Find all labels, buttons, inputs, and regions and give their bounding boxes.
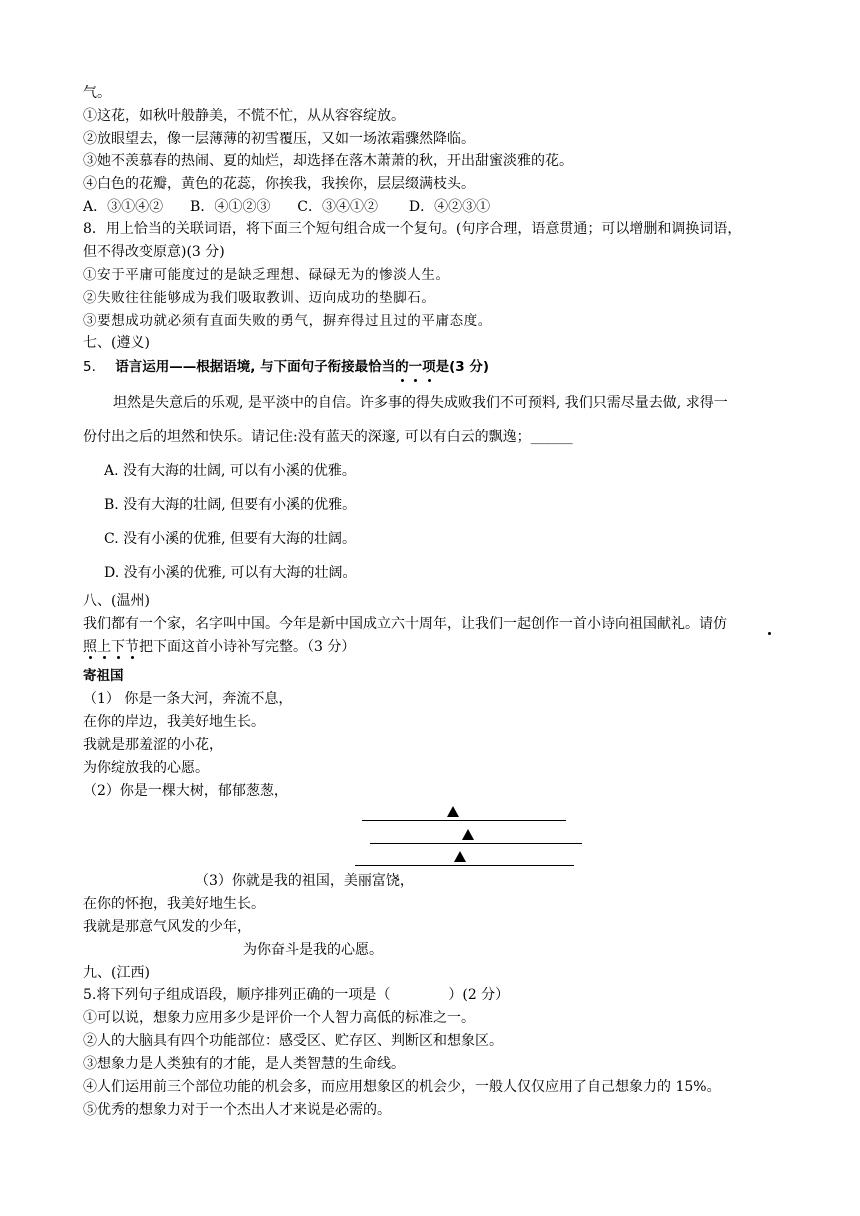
emphasis-dot — [103, 656, 106, 659]
instruction-line-1 — [83, 615, 727, 633]
emphasis-dot — [401, 379, 404, 382]
instruction-text: 我们都有一个家，名字叫中国。今年是新中国成立六十周年，让我们一起创作一首小诗向祖国献礼。请 — [83, 616, 713, 632]
option-a: A．③①④② — [83, 199, 164, 215]
poem-line: 在你的怀抱，我美好地生长。 — [83, 896, 265, 912]
answer-options — [83, 198, 490, 216]
question-text: 5.将下列句子组成语段，顺序排列正确的一项是（ — [83, 987, 391, 1003]
sentence-4: ④白色的花瓣，黄色的花蕊，你挨我，我挨你，层层缀满枝头。 — [83, 176, 475, 192]
blank-line[interactable] — [362, 820, 566, 821]
emphasis-text: 照上下节 — [83, 639, 139, 655]
blank-marker — [447, 806, 459, 817]
short-sentence-3: ③要想成功就必须有直面失败的勇气，摒弃得过且过的平庸态度。 — [83, 313, 492, 329]
short-sentence-1: ①安于平庸可能度过的是缺乏理想、碌碌无为的惨淡人生。 — [83, 267, 450, 283]
emphasis-dot — [768, 632, 771, 635]
sentence-5: ⑤优秀的想象力对于一个杰出人才来说是必需的。 — [83, 1102, 391, 1118]
option-d: D. 没有小溪的优雅, 可以有大海的壮阔。 — [104, 565, 357, 581]
blank-marker — [462, 829, 474, 840]
blank-line[interactable] — [355, 865, 574, 866]
short-sentence-2: ②失败往往能够成为我们吸取教训、迈向成功的垫脚石。 — [83, 290, 436, 306]
emphasis-dot — [117, 656, 120, 659]
instruction-text: 把下面这首小诗补写完整。（3 分） — [139, 639, 356, 655]
text-line: 气。 — [83, 85, 111, 101]
question-8-line-2: 但不得改变原意)(3 分) — [83, 244, 225, 260]
sentence-4: ④人们运用前三个部位功能的机会多，而应用想象区的机会少，一般人仅仅应用了自己想象力的 15%。 — [83, 1079, 721, 1095]
poem-title: 寄祖国 — [83, 668, 124, 684]
option-c: C. 没有小溪的优雅, 但要有大海的壮阔。 — [104, 531, 357, 547]
question-text-end: ）(2 分） — [448, 987, 510, 1003]
poem-line: （1） 你是一条大河，奔流不息， — [83, 691, 293, 707]
poem-line: （2）你是一棵大树，郁郁葱葱， — [83, 783, 288, 799]
blank-line[interactable] — [370, 843, 582, 844]
option-d: D．④②③① — [408, 199, 491, 215]
option-c: C．③④①② — [297, 199, 378, 215]
instruction-line-2 — [83, 638, 355, 656]
section-heading-9: 九、(江西) — [83, 965, 150, 981]
sentence-1: ①可以说，想象力应用多少是评价一个人智力高低的标准之一。 — [83, 1010, 475, 1026]
emphasis-dot — [131, 656, 134, 659]
question-8-line-1: 8．用上恰当的关联词语，将下面三个短句组合成一个复句。(句序合理，语意贯通；可以增删和调换词语， — [83, 221, 742, 237]
emphasis-text: 最恰当 — [354, 359, 396, 375]
poem-line: 为你奋斗是我的心愿。 — [243, 942, 383, 958]
poem-line: 为你绽放我的心愿。 — [83, 760, 209, 776]
emphasis-dot — [428, 379, 431, 382]
sentence-1: ①这花，如秋叶般静美，不慌不忙，从从容容绽放。 — [83, 108, 405, 124]
passage-line-1: 坦然是失意后的乐观, 是平淡中的自信。许多事的得失成败我们不可预料, 我们只需尽量去做, 求得一 — [113, 395, 728, 411]
emphasis-dot — [414, 379, 417, 382]
question-number: 5. — [83, 359, 96, 375]
emphasis-dot — [89, 656, 92, 659]
poem-line: （3）你就是我的祖国，美丽富饶， — [195, 873, 414, 889]
sentence-2: ②人的大脑具有四个功能部位：感受区、贮存区、判断区和想象区。 — [83, 1033, 503, 1049]
option-a: A. 没有大海的壮阔, 可以有小溪的优雅。 — [104, 463, 356, 479]
question-5-stem — [83, 358, 489, 376]
sentence-2: ②放眼望去，像一层薄薄的初雪覆压，又如一场浓霜骤然降临。 — [83, 131, 475, 147]
option-b: B. 没有大海的壮阔, 但要有小溪的优雅。 — [104, 497, 357, 513]
option-b: B．④①②③ — [190, 199, 271, 215]
poem-line: 在你的岸边，我美好地生长。 — [83, 714, 265, 730]
sentence-3: ③想象力是人类独有的才能，是人类智慧的生命线。 — [83, 1056, 405, 1072]
section-heading-7: 七、(遵义) — [83, 335, 150, 351]
question-text-end: 的一项是(3 分) — [395, 359, 490, 375]
question-text: 语言运用——根据语境, 与下面句子衔接 — [115, 359, 355, 375]
poem-line: 我就是那羞涩的小花， — [83, 737, 223, 753]
sentence-3: ③她不羡慕春的热闹、夏的灿烂，却选择在落木萧萧的秋，开出甜蜜淡雅的花。 — [83, 153, 573, 169]
passage-line-2: 份付出之后的坦然和快乐。请记住:没有蓝天的深邃, 可以有白云的飘逸；______ — [83, 429, 573, 445]
section-heading-8: 八、(温州) — [83, 593, 150, 609]
blank-marker — [454, 851, 466, 862]
question-9-stem — [83, 986, 509, 1004]
emphasis-text: 仿 — [713, 616, 727, 632]
poem-line: 我就是那意气风发的少年， — [83, 919, 251, 935]
